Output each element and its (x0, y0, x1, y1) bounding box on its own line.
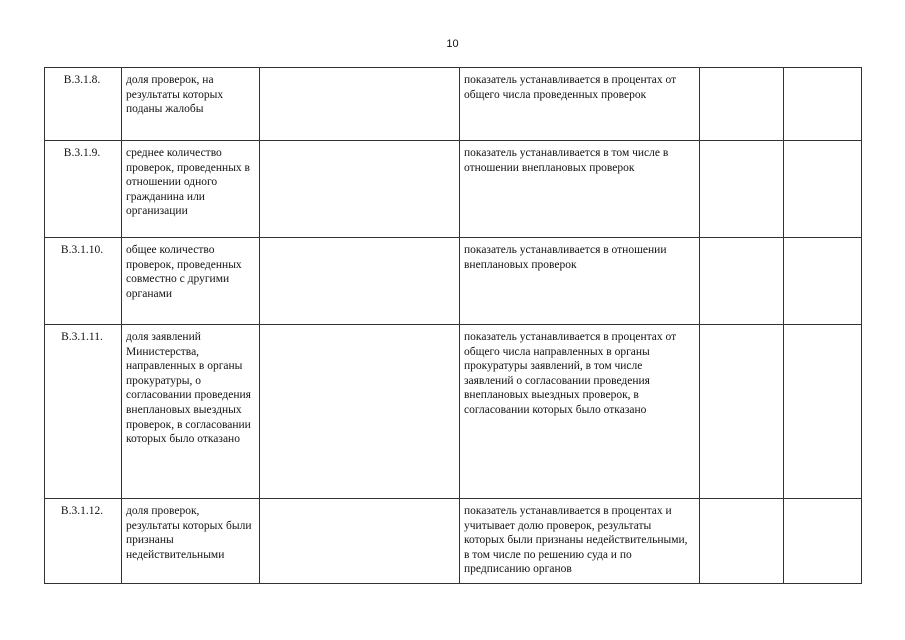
page-number: 10 (446, 38, 459, 50)
row-code: В.3.1.12. (45, 499, 122, 584)
row-note: показатель устанавливается в отношении внеплановых проверок (460, 238, 700, 325)
row-code: В.3.1.9. (45, 141, 122, 238)
table-row (45, 68, 862, 141)
row-extra-cell (784, 238, 862, 325)
row-value-cell (260, 325, 460, 499)
row-code: В.3.1.10. (45, 238, 122, 325)
row-indicator-name: среднее количество проверок, проведенных в отношении одного гражданина или организации (122, 141, 260, 238)
row-extra-cell (700, 141, 784, 238)
row-indicator-name: доля проверок, результаты которых были признаны недействительными (122, 499, 260, 584)
row-code: В.3.1.11. (45, 325, 122, 499)
row-value-cell (260, 68, 460, 141)
row-indicator-name: доля заявлений Министерства, направленных в органы прокуратуры, о согласовании проведения внеплановых выездных проверок, в согласовании которых было отказано (122, 325, 260, 499)
row-extra-cell (700, 499, 784, 584)
row-note: показатель устанавливается в процентах от общего числа проведенных проверок (460, 68, 700, 141)
row-note: показатель устанавливается в процентах от общего числа направленных в органы прокуратуры заявлений, в том числе заявлений о согласовании проведения внеплановых выездных проверок, в согласовании которых было отказано (460, 325, 700, 499)
row-note: показатель устанавливается в том числе в отношении внеплановых проверок (460, 141, 700, 238)
table-row (45, 141, 862, 238)
row-value-cell (260, 238, 460, 325)
row-note: показатель устанавливается в процентах и учитывает долю проверок, результаты которых были признаны недействительными, в том числе по решению суда и по предписанию органов (460, 499, 700, 584)
row-value-cell (260, 141, 460, 238)
row-extra-cell (700, 68, 784, 141)
table-row (45, 238, 862, 325)
row-extra-cell (784, 68, 862, 141)
indicators-table (44, 67, 862, 584)
row-code: В.3.1.8. (45, 68, 122, 141)
table-row (45, 499, 862, 584)
row-extra-cell (700, 238, 784, 325)
row-extra-cell (784, 325, 862, 499)
row-value-cell (260, 499, 460, 584)
row-extra-cell (784, 141, 862, 238)
row-extra-cell (700, 325, 784, 499)
row-indicator-name: общее количество проверок, проведенных совместно с другими органами (122, 238, 260, 325)
row-extra-cell (784, 499, 862, 584)
row-indicator-name: доля проверок, на результаты которых поданы жалобы (122, 68, 260, 141)
table-row (45, 325, 862, 499)
